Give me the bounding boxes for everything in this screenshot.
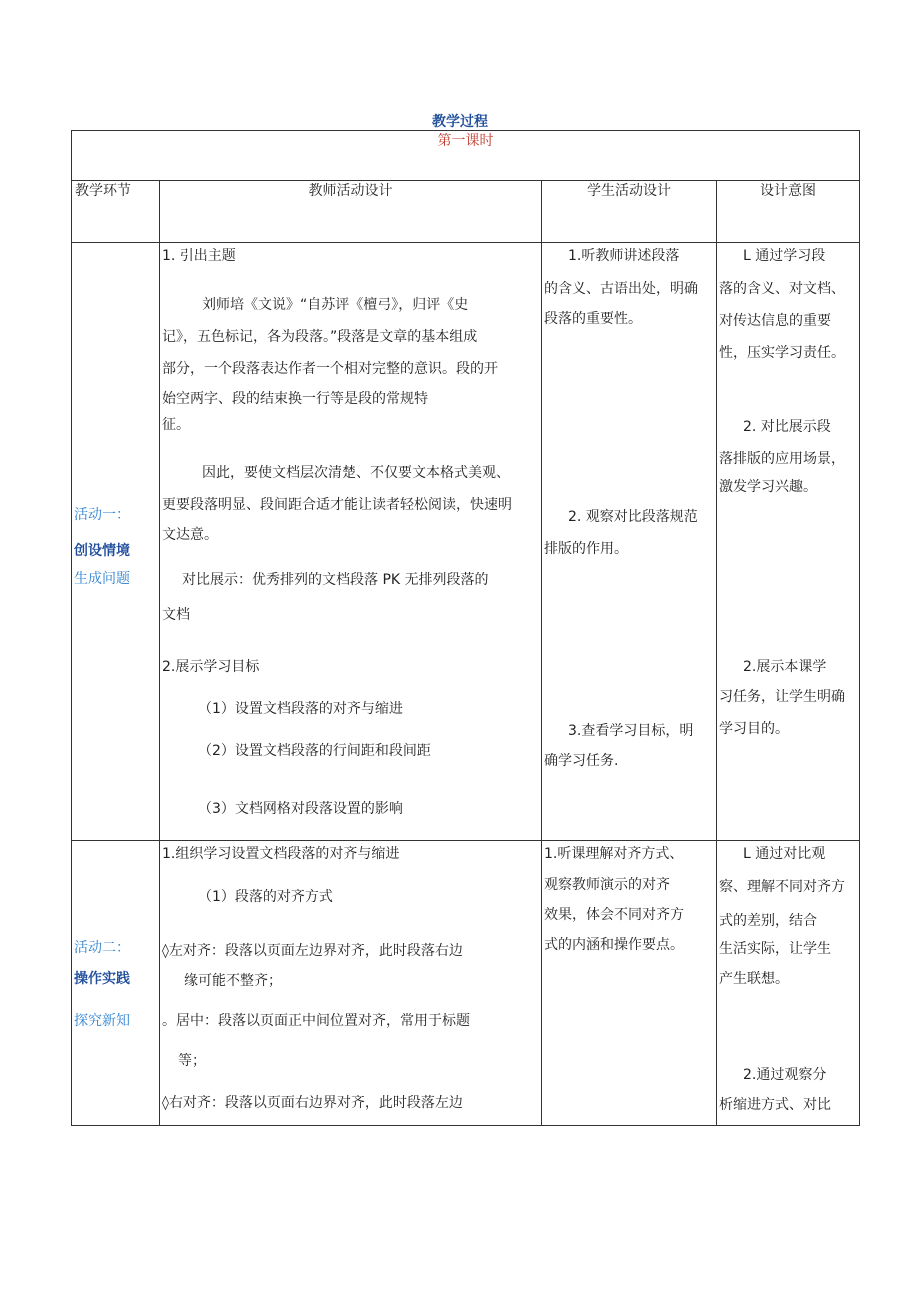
teacher-line: 更要段落明显、段间距合适才能让读者轻松阅读，快速明 [162,497,512,513]
intent-line: L 通过学习段 [743,248,826,264]
student-line: 的含义、古语出处，明确 [544,281,698,297]
section-title: 教学过程 [432,114,488,130]
intent-line: 学习目的。 [719,721,789,737]
student-line: 1.听课理解对齐方式、 [544,846,684,862]
header-teacher: 教师活动设计 [160,181,542,243]
intent-line: 2.展示本课学 [743,659,827,675]
teacher-line: 征。 [162,417,190,433]
intent-line: 2.通过观察分 [743,1067,827,1083]
intent-line: 激发学习兴趣。 [719,479,817,495]
teacher-line: 2.展示学习目标 [162,659,260,675]
teacher-line: 刘师培《文说》“自苏评《檀弓》，归评《史 [202,297,469,313]
header-student: 学生活动设计 [542,181,717,243]
student-line: 3.查看学习目标，明 [568,723,694,739]
teacher-line: ◊右对齐：段落以页面右边界对齐，此时段落左边 [162,1095,463,1111]
header-row [72,181,860,243]
teacher-line: 1. 引出主题 [162,248,236,264]
student-line: 1.听教师讲述段落 [568,248,680,264]
lesson-table [71,130,860,1126]
activity1-intent [717,243,860,841]
activity2-subtitle2: 探究新知 [74,1013,130,1029]
lesson-period-row [72,131,860,181]
teacher-line: 始空两字、段的结束换一行等是段的常规特 [162,391,428,407]
activity1-label: 活动一： [74,507,130,523]
activity2-stage [72,841,160,1126]
teacher-line: （2）设置文档段落的行间距和段间距 [198,743,431,759]
teacher-line: 文档 [162,607,190,623]
teacher-line: （1）段落的对齐方式 [198,889,333,905]
student-line: 效果，体会不同对齐方 [544,907,684,923]
activity2-label: 活动二： [74,940,130,956]
teacher-line: 1.组织学习设置文档段落的对齐与缩进 [162,846,400,862]
intent-line: 落排版的应用场景， [719,451,845,467]
student-line: 确学习任务. [544,753,619,769]
teacher-line: 部分，一个段落表达作者一个相对完整的意识。段的开 [162,361,498,377]
teacher-line: 等； [178,1053,206,1069]
intent-line: 性，压实学习责任。 [719,345,845,361]
activity2-teacher [160,841,542,1126]
teacher-line: 。居中：段落以页面正中间位置对齐，常用于标题 [162,1013,470,1029]
intent-line: 产生联想。 [719,971,789,987]
intent-line: 习任务，让学生明确 [719,689,845,705]
intent-line: 察、理解不同对齐方 [719,879,845,895]
student-line: 式的内涵和操作要点。 [544,937,684,953]
intent-line: 落的含义、对文档、 [719,281,845,297]
teacher-line: （3）文档网格对段落设置的影响 [198,801,403,817]
teacher-line: 因此，要使文档层次清楚、不仅要文本格式美观、 [202,465,510,481]
activity1-stage [72,243,160,841]
activity1-teacher [160,243,542,841]
activity1-student [542,243,717,841]
intent-line: 对传达信息的重要 [719,313,831,329]
intent-line: 式的差别，结合 [719,913,817,929]
intent-line: 生活实际，让学生 [719,941,831,957]
activity1-subtitle: 创设情境 [74,543,130,559]
header-stage: 教学环节 [72,181,160,243]
lesson-period: 第一课时 [72,131,860,181]
teacher-line: 缘可能不整齐； [184,973,282,989]
activity2-subtitle: 操作实践 [74,971,130,987]
student-line: 2. 观察对比段落规范 [568,509,698,525]
teacher-line: 对比展示：优秀排列的文档段落 PK 无排列段落的 [182,572,489,588]
student-line: 观察教师演示的对齐 [544,877,670,893]
intent-line: 2. 对比展示段 [743,419,831,435]
teacher-line: 文达意。 [162,527,218,543]
intent-line: L 通过对比观 [743,846,826,862]
header-intent: 设计意图 [717,181,860,243]
activity-row-2 [72,841,860,1126]
teacher-line: ◊左对齐：段落以页面左边界对齐，此时段落右边 [162,943,463,959]
activity2-student [542,841,717,1126]
student-line: 段落的重要性。 [544,311,642,327]
teacher-line: 记》，五色标记，各为段落。”段落是文章的基本组成 [162,329,478,345]
activity2-intent [717,841,860,1126]
intent-line: 析缩进方式、对比 [719,1097,831,1113]
activity1-subtitle2: 生成问题 [74,571,130,587]
teacher-line: （1）设置文档段落的对齐与缩进 [198,701,403,717]
student-line: 排版的作用。 [544,541,628,557]
activity-row-1 [72,243,860,841]
